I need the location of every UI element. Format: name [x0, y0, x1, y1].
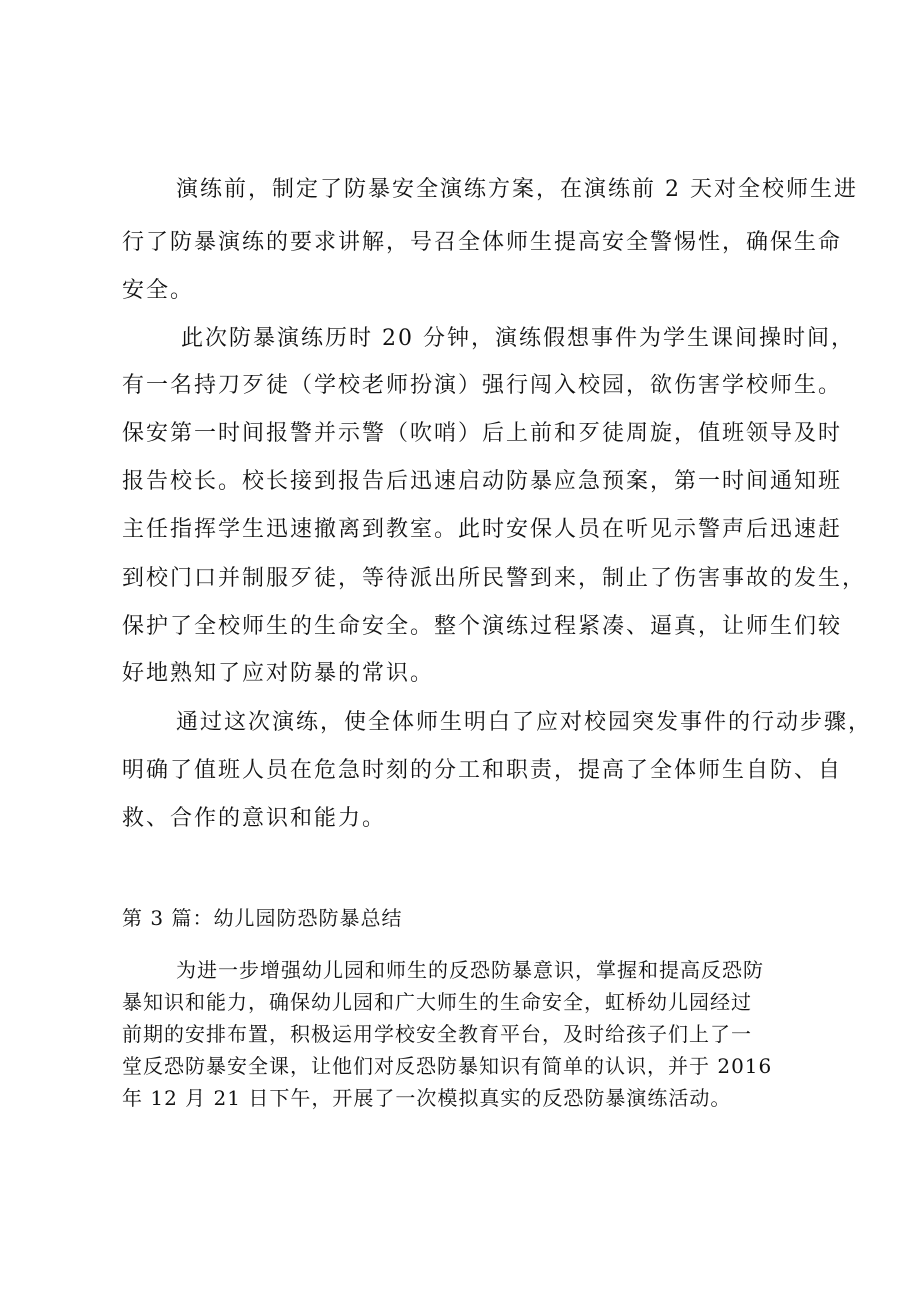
paragraph-line: 有一名持刀歹徒（学校老师扮演）强行闯入校园，欲伤害学校师生。: [122, 373, 843, 398]
paragraph-line: 到校门口并制服歹徒，等待派出所民警到来，制止了伤害事故的发生，: [122, 566, 867, 591]
paragraph-line: 通过这次演练，使全体师生明白了应对校园突发事件的行动步骤，: [176, 710, 873, 735]
paragraph-line: 好地熟知了应对防暴的常识。: [122, 661, 435, 686]
paragraph-line: 为进一步增强幼儿园和师生的反恐防暴意识，掌握和提高反恐防: [176, 958, 764, 982]
paragraph-line: 堂反恐防暴安全课，让他们对反恐防暴知识有简单的认识，并于 2016: [122, 1054, 773, 1078]
paragraph-line: 演练前，制定了防暴安全演练方案，在演练前 2 天对全校师生进: [176, 177, 858, 202]
paragraph-line: 保护了全校师生的生命安全。整个演练过程紧凑、逼真，让师生们较: [122, 614, 843, 639]
chapter-heading: 第 3 篇：幼儿园防恐防暴总结: [122, 906, 403, 930]
paragraph-line: 报告校长。校长接到报告后迅速启动防暴应急预案，第一时间通知班: [122, 469, 843, 494]
paragraph-line: 前期的安排布置，积极运用学校安全教育平台，及时给孩子们上了一: [122, 1022, 752, 1046]
paragraph-line: 年 12 月 21 日下午，开展了一次模拟真实的反恐防暴演练活动。: [122, 1086, 732, 1110]
paragraph-line: 救、合作的意识和能力。: [122, 806, 387, 831]
paragraph-line: 暴知识和能力，确保幼儿园和广大师生的生命安全，虹桥幼儿园经过: [122, 990, 752, 1014]
paragraph-line: 主任指挥学生迅速撤离到教室。此时安保人员在听见示警声后迅速赶: [122, 517, 843, 542]
paragraph-line: 安全。: [122, 278, 195, 303]
paragraph-line: 此次防暴演练历时 20 分钟，演练假想事件为学生课间操时间，: [181, 326, 855, 351]
paragraph-line: 保安第一时间报警并示警（吹哨）后上前和歹徒周旋，值班领导及时: [122, 421, 843, 446]
paragraph-line: 明确了值班人员在危急时刻的分工和职责，提高了全体师生自防、自: [122, 758, 843, 783]
paragraph-line: 行了防暴演练的要求讲解，号召全体师生提高安全警惕性，确保生命: [122, 230, 843, 255]
